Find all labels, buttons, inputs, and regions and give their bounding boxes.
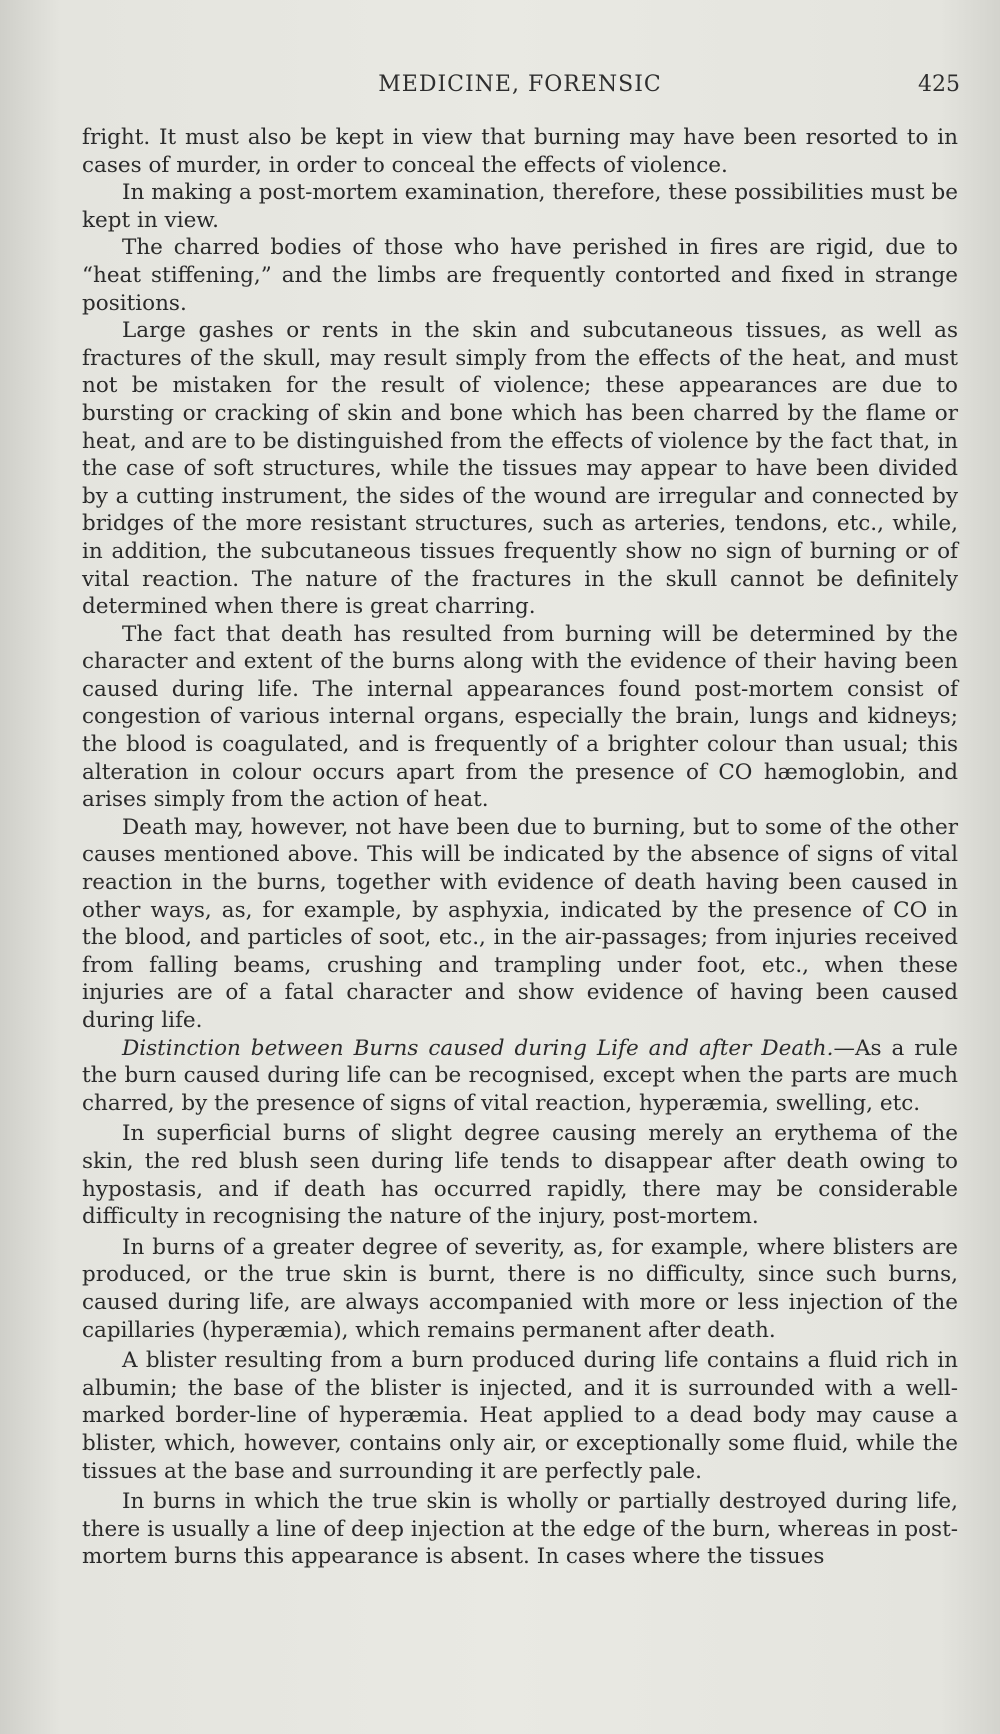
section-heading: Distinction between Burns caused during Life and after Death.: [122, 1035, 834, 1061]
page-body: [82, 124, 958, 1571]
page-number: 425: [918, 72, 960, 97]
paragraph-7-text: —As a rule the burn caused during life can be recognised, except when the parts are much charred, by the presence of signs of vital reaction, hyperæmia, swelling, etc.: [82, 1035, 958, 1116]
paragraph-4: Large gashes or rents in the skin and subcutaneous tissues, as well as fractures of the skull, may result simply from the effects of the heat, and must not be mistaken for the result of violence; these appearances are due to bursting or cracking of skin and bone which has been charred by the flame or heat, and are to be distinguished from the effects of violence by the fact that, in the case of soft structures, while the tissues may appear to have been divided by a cutting instrument, the sides of the wound are irregular and connected by bridges of the more resistant structures, such as arteries, tendons, etc., while, in addition, the subcutaneous tissues frequently show no sign of burning or of vital reaction. The nature of the fractures in the skull cannot be definitely determined when there is great charring.: [82, 318, 958, 620]
paragraph-9: In burns of a greater degree of severity, as, for example, where blisters are produced, or the true skin is burnt, there is no difficulty, since such burns, caused during life, are always accompanied with more or less injection of the capillaries (hyperæmia), which remains permanent after death.: [82, 1234, 958, 1343]
page-header: [80, 68, 960, 102]
paragraph-2: In making a post-mortem examination, therefore, these possibilities must be kept in view.: [82, 180, 958, 233]
paragraph-7: [82, 1035, 958, 1118]
running-title: MEDICINE, FORENSIC: [378, 72, 662, 97]
paragraph-6: Death may, however, not have been due to burning, but to some of the other causes mentioned above. This will be indicated by the absence of signs of vital reaction in the burns, together with evidence of death having been caused in other ways, as, for example, by asphyxia, indicated by the presence of CO in the blood, and particles of soot, etc., in the air-passages; from injuries received from falling beams, crushing and trampling under foot, etc., when these injuries are of a fatal character and show evidence of having been caused during life.: [82, 814, 958, 1033]
paragraph-11: In burns in which the true skin is wholly or partially destroyed during life, there is usually a line of deep injection at the edge of the burn, whereas in post-mortem burns this appearance is absent. In cases where the tissues: [82, 1489, 958, 1570]
paragraph-10: A blister resulting from a burn produced during life contains a fluid rich in albumin; the base of the blister is injected, and it is surrounded with a well-marked border-line of hyperæmia. Heat applied to a dead body may cause a blister, which, however, contains only air, or exceptionally some fluid, while the tissues at the base and surrounding it are perfectly pale.: [82, 1348, 958, 1484]
paragraph-5: The fact that death has resulted from burning will be determined by the character and extent of the burns along with the evidence of their having been caused during life. The internal appearances found post-mortem consist of congestion of various internal organs, especially the brain, lungs and kidneys; the blood is coagulated, and is frequently of a brighter colour than usual; this alteration in colour occurs apart from the presence of CO hæmoglobin, and arises simply from the action of heat.: [82, 621, 958, 813]
paragraph-1: fright. It must also be kept in view that burning may have been resorted to in cases of murder, in order to conceal the effects of violence.: [82, 125, 958, 178]
paragraph-3: The charred bodies of those who have perished in fires are rigid, due to “heat stiffening,” and the limbs are frequently contorted and fixed in strange positions.: [82, 235, 958, 316]
paragraph-8: In superficial burns of slight degree causing merely an erythema of the skin, the red blush seen during life tends to disappear after death owing to hypostasis, and if death has occurred rapidly, there may be considerable difficulty in recognising the nature of the injury, post-mortem.: [82, 1121, 958, 1230]
